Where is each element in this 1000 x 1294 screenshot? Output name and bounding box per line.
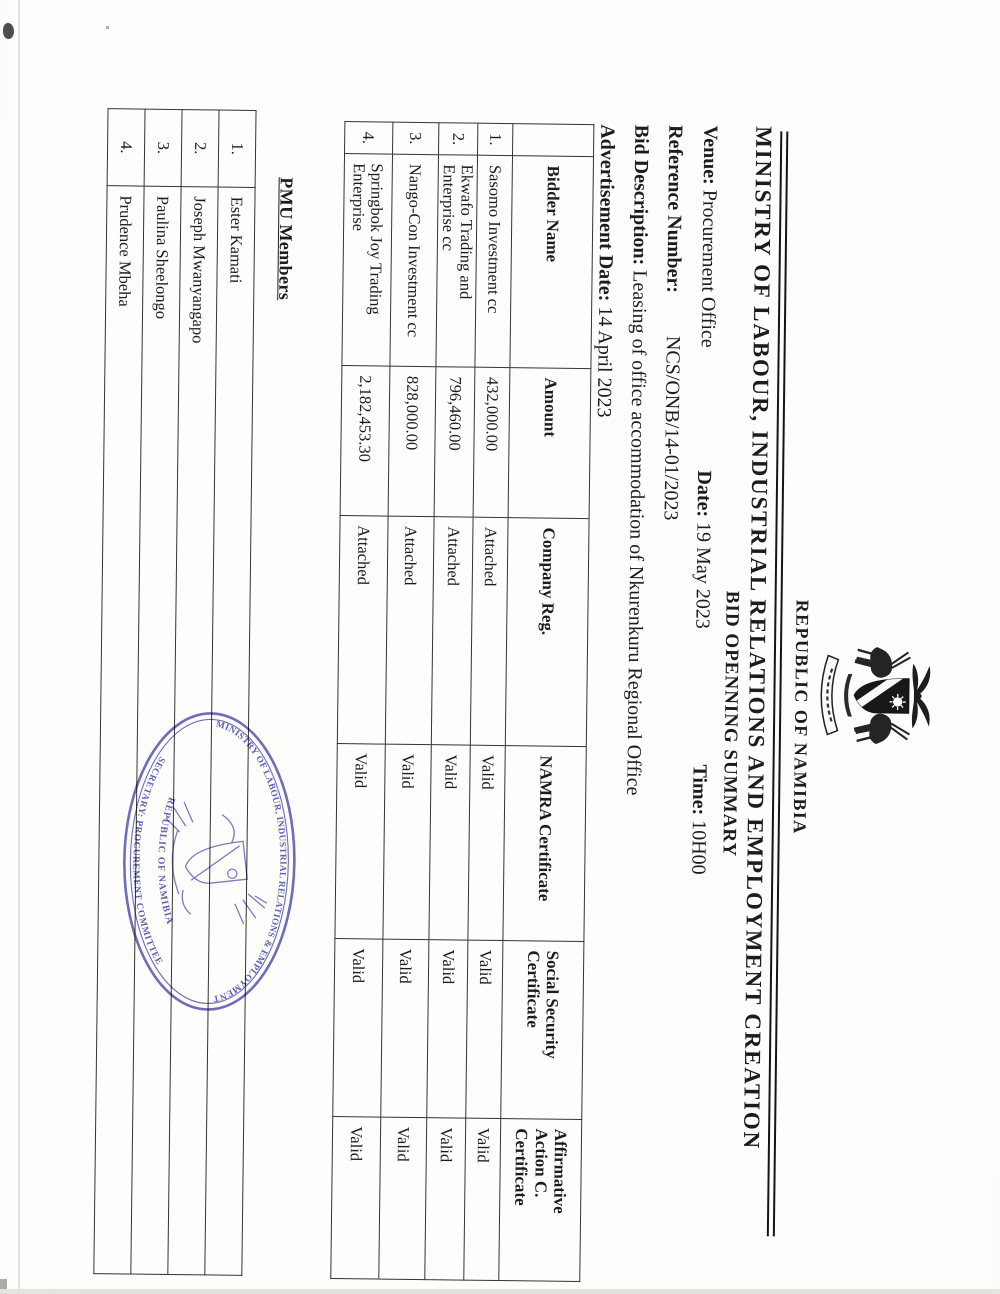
- company-reg: Attached: [431, 517, 473, 745]
- ministry-stamp-icon: [111, 695, 307, 1027]
- amount: 828,000.00: [388, 366, 436, 517]
- scan-mark: [3, 23, 14, 39]
- social-security: Valid: [332, 939, 382, 1118]
- col-number: [513, 124, 594, 157]
- pmu-members-heading: PMU Members: [275, 177, 297, 301]
- col-affirmative: Affirmative Action C. Certificate: [499, 1119, 582, 1282]
- company-reg: Attached: [337, 516, 388, 745]
- social-security: Valid: [380, 939, 428, 1118]
- company-reg: Attached: [385, 516, 434, 745]
- venue-label: Venue:: [698, 125, 722, 185]
- col-social-security: Social Security Certificate: [501, 941, 584, 1120]
- svg-text:REPUBLIC OF NAMIBIA: [155, 796, 177, 927]
- namra: Valid: [383, 744, 431, 940]
- svg-text:MINISTRY OF LABOUR, INDUSTRIAL: [212, 719, 290, 1005]
- member-number: 3.: [144, 109, 182, 186]
- venue-value: Procurement Office: [696, 189, 721, 348]
- row-number: 1.: [478, 123, 513, 155]
- time-value: 10H00: [687, 820, 710, 875]
- member-number: 4.: [107, 109, 145, 186]
- bidder-name: Ekwafo Trading and Enterprise cc: [436, 155, 478, 367]
- time-line: [686, 764, 710, 874]
- advertisement-line: [592, 124, 619, 418]
- member-name: Joseph Mwanyangapo: [168, 187, 218, 1275]
- scan-bottom-edge: [0, 1289, 1000, 1294]
- date-line: [690, 470, 715, 629]
- row-number: 3.: [392, 122, 438, 155]
- pmu-members-table: [93, 108, 256, 1276]
- namra: Valid: [335, 744, 385, 940]
- affirmative: Valid: [464, 1118, 501, 1280]
- affirmative: Valid: [424, 1118, 465, 1280]
- bidder-name: Sasomo Investment cc: [475, 155, 513, 367]
- namibia-coat-of-arms-icon: [811, 619, 937, 773]
- advertisement-label: Advertisement Date:: [594, 124, 619, 302]
- bid-summary-table: [330, 121, 594, 1282]
- date-label: Date:: [692, 470, 716, 518]
- row-number: 4.: [344, 122, 392, 155]
- namra: Valid: [429, 745, 471, 940]
- ministry-title: MINISTRY OF LABOUR, INDUSTRIAL RELATIONS AND EMPLOYMENT CREATION: [738, 126, 777, 1151]
- member-name: Ester Kamati: [205, 187, 255, 1275]
- scan-edge-line: [18, 0, 20, 1294]
- affirmative: Valid: [378, 1117, 426, 1280]
- col-company-reg: Company Reg.: [505, 518, 589, 747]
- col-amount: Amount: [508, 368, 591, 519]
- bid-description-line: [621, 125, 652, 796]
- social-security: Valid: [466, 940, 503, 1118]
- amount: 2,182,453.30: [340, 366, 390, 517]
- member-name: Prudence Mbeha: [94, 186, 144, 1274]
- stamp-coat-of-arms-icon: [165, 802, 268, 924]
- date-value: 19 May 2023: [691, 521, 715, 629]
- affirmative: Valid: [330, 1116, 380, 1279]
- member-number: 1.: [218, 110, 256, 187]
- reference-value: NCS/ONB/14-01/2023: [659, 335, 684, 521]
- scan-speck: [106, 26, 109, 29]
- bidder-name: Springbok Joy Trading Enterprise: [342, 154, 393, 367]
- bid-description-label: Bid Description:: [628, 124, 653, 266]
- social-security: Valid: [426, 940, 467, 1118]
- reference-label: Reference Number:: [662, 124, 687, 294]
- stamp-republic-text: REPUBLIC OF NAMIBIA: [155, 795, 177, 927]
- member-number: 2.: [181, 110, 219, 187]
- time-label: Time:: [687, 764, 711, 816]
- republic-heading: REPUBLIC OF NAMIBIA: [789, 599, 813, 835]
- bidder-name: Nango-Con Investment cc: [390, 154, 439, 367]
- col-namra: NAMRA Certificate: [503, 746, 586, 942]
- document-title: BID OPENNING SUMMARY: [718, 590, 743, 858]
- advertisement-value: 14 April 2023: [592, 306, 617, 418]
- bid-table-header-row: [499, 124, 594, 1282]
- amount: 432,000.00: [473, 367, 510, 517]
- row-number: 2.: [438, 123, 478, 155]
- company-reg: Attached: [470, 517, 508, 745]
- stamp-outer-text: MINISTRY OF LABOUR, INDUSTRIAL RELATIONS & EMPLOYMENT: [211, 718, 289, 1005]
- stamp-secretary-text: SECRETARY: PROCUREMENT COMMITTEE: [130, 754, 167, 967]
- amount: 796,460.00: [434, 367, 475, 517]
- bid-description-value: Leasing of office accommodation of Nkurenkuru Regional Office: [622, 270, 651, 796]
- col-bidder-name: Bidder Name: [510, 156, 594, 369]
- venue-line: [696, 125, 722, 347]
- member-name: Paulina Sheelongo: [131, 186, 181, 1274]
- namra: Valid: [468, 745, 505, 940]
- reference-line: [659, 125, 687, 521]
